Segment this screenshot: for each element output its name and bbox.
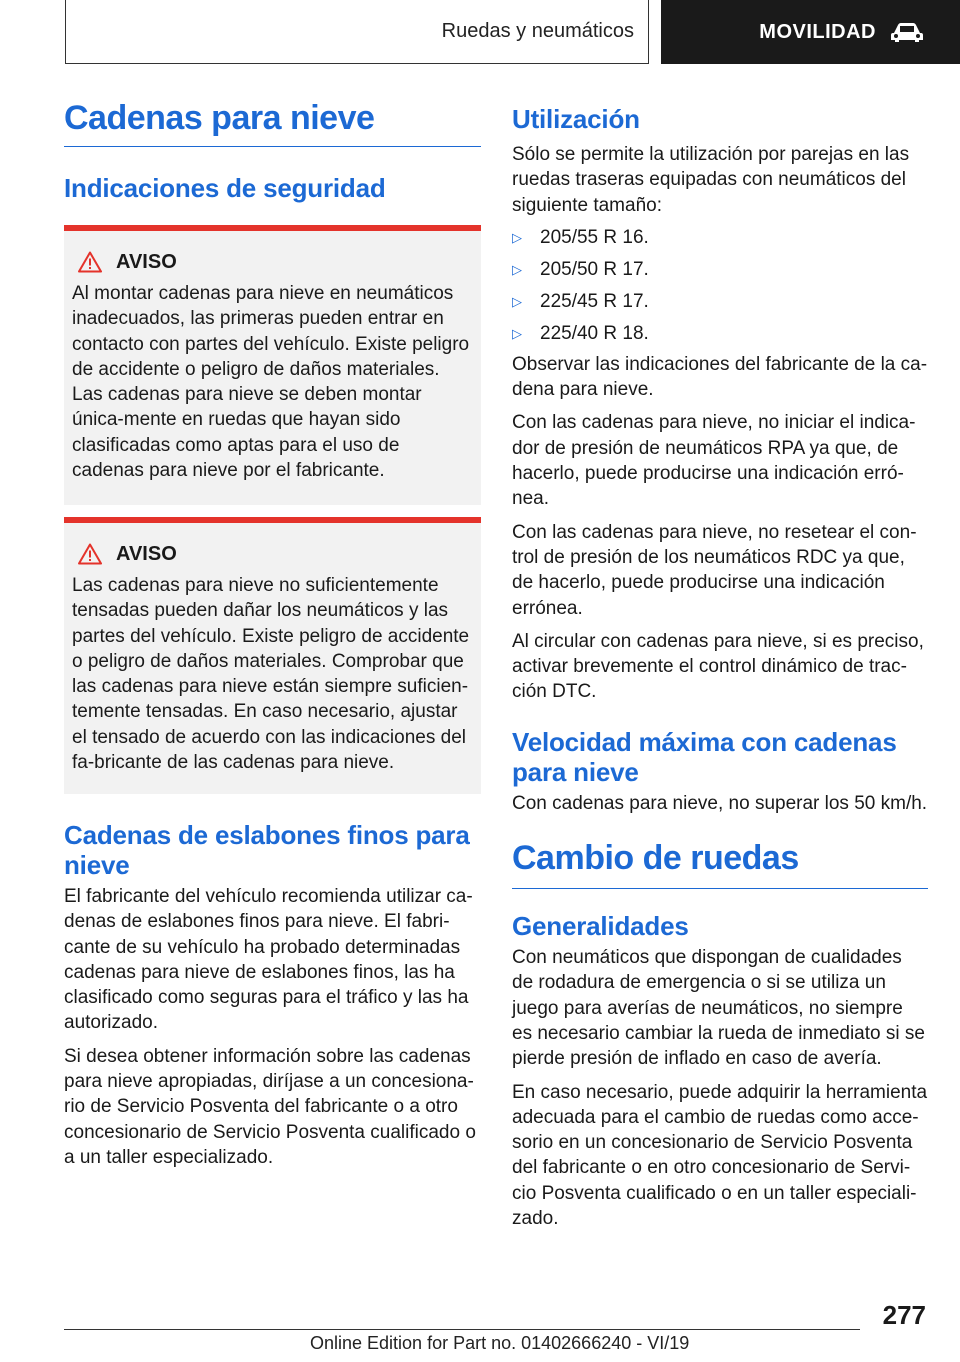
heading-general: Generalidades <box>512 911 689 942</box>
header-chapter-label: MOVILIDAD <box>759 20 876 43</box>
left-column <box>64 100 481 1170</box>
list-item: ▷ 225/40 R 18. <box>512 323 649 345</box>
footer-divider <box>64 1329 860 1330</box>
warning-text: Al montar cadenas para nieve en neumáticos inadecuados, las primeras pueden entrar en contacto con partes del vehículo. Existe peligro de accidente o peligro de daños materiales. Las cadenas para nieve se deben montar única-mente en ruedas que hayan sido clasificadas como aptas para el uso de cadenas para nieve por el fabricante. <box>72 283 470 482</box>
paragraph: Con las cadenas para nieve, no iniciar el indica-dor de presión de neumáticos RPA ya que, de hacerlo, puede producirse una indicación erró-nea. <box>512 412 916 510</box>
triangle-bullet-icon: ▷ <box>512 230 522 246</box>
section-title-wheel-change: Cambio de ruedas <box>512 839 799 878</box>
warning-text: Las cadenas para nieve no suficientemente tensadas pueden dañar los neumáticos y las partes del vehículo. Existe peligro de accidente o peligro de daños materiales. Comprobar que las cadenas para nieve están siempre suficien-temente tensadas. En caso necesario, ajustar el tensado de acuerdo con las indicaciones del fa-bricante de las cadenas para nieve. <box>72 575 470 774</box>
paragraph: Con cadenas para nieve, no superar los 50 km/h. <box>512 792 928 814</box>
tire-size-list <box>512 222 928 350</box>
warning-label: AVISO <box>116 250 177 273</box>
warning-box-1 <box>64 225 481 505</box>
header-section-label: Ruedas y neumáticos <box>441 20 634 42</box>
header-section-tab <box>65 0 649 64</box>
heading-safety: Indicaciones de seguridad <box>64 173 386 203</box>
heading-max-speed: Velocidad máxima con cadenas para nieve <box>512 726 897 787</box>
paragraph: Sólo se permite la utilización por parejas en las ruedas traseras equipadas con neumáticos del siguiente tamaño: <box>512 144 910 216</box>
right-column <box>512 100 928 1231</box>
warning-triangle-icon <box>78 251 102 273</box>
page-title-snow-chains: Cadenas para nieve <box>64 99 375 137</box>
paragraph: Con neumáticos que dispongan de cualidades de rodadura de emergencia o si se utiliza un juego para averías de neumáticos, no siempre es necesario cambiar la rueda de inmediato si se pierde presión de inflado en caso de avería. <box>512 947 925 1070</box>
page-number: 277 <box>882 1300 926 1330</box>
car-icon <box>890 21 924 43</box>
triangle-bullet-icon: ▷ <box>512 326 522 342</box>
warning-label: AVISO <box>116 542 177 565</box>
paragraph: En caso necesario, puede adquirir la herramienta adecuada para el cambio de ruedas como acce-sorio en un concesionario de Servicio Posventa del fabricante o en otro concesionario de Servi-cio Posventa cualificado o en un taller especiali-zado. <box>512 1081 928 1230</box>
triangle-bullet-icon: ▷ <box>512 294 522 310</box>
heading-usage: Utilización <box>512 104 640 134</box>
heading-fine-link-chains: Cadenas de eslabones finos para nieve <box>64 820 470 880</box>
warning-box-2 <box>64 517 481 794</box>
paragraph: Si desea obtener información sobre las cadenas para nieve apropiadas, diríjase a un concesiona-rio de Servicio Posventa del fabricante o a otro concesionario de Servicio Posventa cualificado o a un taller especializado. <box>64 1045 476 1168</box>
footer-edition: Online Edition for Part no. 01402666240 - VI/19 <box>310 1333 690 1353</box>
header-chapter-badge <box>661 0 960 64</box>
list-item: ▷ 205/55 R 16. <box>512 227 649 249</box>
paragraph: Al circular con cadenas para nieve, si es preciso, activar brevemente el control dinámico de trac-ción DTC. <box>512 630 924 703</box>
list-item: ▷ 225/45 R 17. <box>512 291 649 313</box>
paragraph: Con las cadenas para nieve, no resetear el con-trol de presión de los neumáticos RDC ya que, de hacerlo, puede producirse una indicación errónea. <box>512 521 917 619</box>
warning-triangle-icon <box>78 543 102 565</box>
paragraph: Observar las indicaciones del fabricante de la ca-dena para nieve. <box>512 353 928 401</box>
paragraph: El fabricante del vehículo recomienda utilizar ca-denas de eslabones finos para nieve. El fabri-cante de su vehículo ha probado determinadas cadenas para nieve de eslabones finos, las ha clasificado como seguras para el tráfico y las ha autorizado. <box>64 886 473 1034</box>
list-item: ▷ 205/50 R 17. <box>512 259 649 281</box>
triangle-bullet-icon: ▷ <box>512 262 522 278</box>
